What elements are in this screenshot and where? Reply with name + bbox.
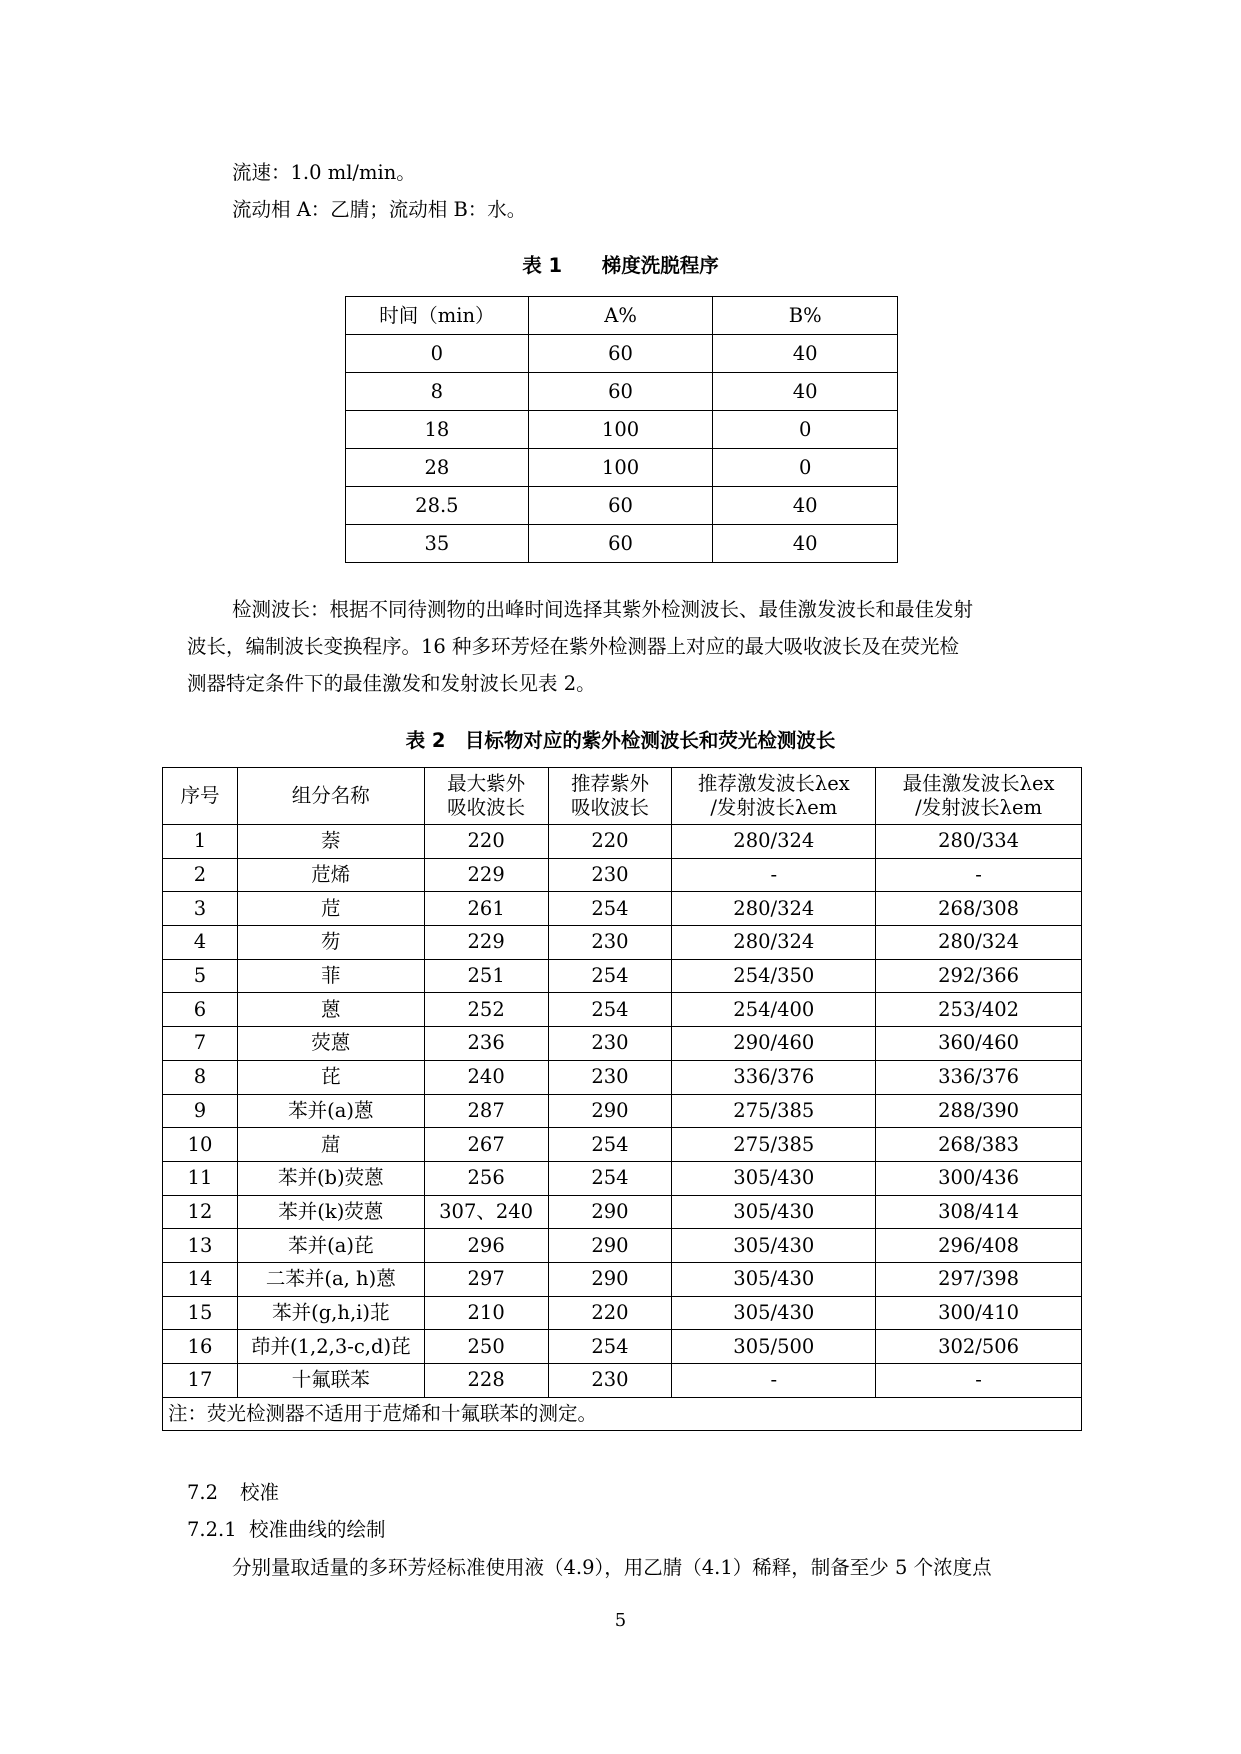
cell: 十氟联苯 bbox=[237, 1364, 424, 1398]
cell: 297 bbox=[424, 1262, 548, 1296]
table-row bbox=[163, 1094, 1082, 1128]
detection-paragraph-line2: 波长，编制波长变换程序。16 种多环芳烃在紫外检测器上对应的最大吸收波长及在荧光检 bbox=[187, 635, 960, 658]
cell: 苊 bbox=[237, 892, 424, 926]
table-row bbox=[346, 373, 898, 411]
table1-caption-number: 表 1 bbox=[522, 254, 563, 277]
cell: 6 bbox=[163, 993, 238, 1027]
cell: 17 bbox=[163, 1364, 238, 1398]
header-rec-fl-line2: /发射波长λem bbox=[710, 796, 838, 819]
cell: 296 bbox=[424, 1229, 548, 1263]
header-name: 组分名称 bbox=[237, 768, 424, 825]
cell: 254 bbox=[548, 1161, 672, 1195]
cell: 305/500 bbox=[672, 1330, 876, 1364]
cell: 苯并(g,h,i)苝 bbox=[237, 1296, 424, 1330]
table-row bbox=[163, 858, 1082, 892]
cell: 60 bbox=[528, 373, 713, 411]
cell: 287 bbox=[424, 1094, 548, 1128]
cell: 252 bbox=[424, 993, 548, 1027]
cell: 7 bbox=[163, 1027, 238, 1061]
cell: 253/402 bbox=[876, 993, 1082, 1027]
cell: 280/324 bbox=[672, 926, 876, 960]
cell: 261 bbox=[424, 892, 548, 926]
table-header-row bbox=[163, 768, 1082, 825]
cell: 2 bbox=[163, 858, 238, 892]
cell: 1 bbox=[163, 825, 238, 859]
header-best-fl bbox=[876, 768, 1082, 825]
cell: 300/436 bbox=[876, 1161, 1082, 1195]
cell: 蒽 bbox=[237, 993, 424, 1027]
cell: 芘 bbox=[237, 1060, 424, 1094]
cell: 305/430 bbox=[672, 1296, 876, 1330]
header-rec-uv bbox=[548, 768, 672, 825]
cell: 251 bbox=[424, 959, 548, 993]
table-row bbox=[163, 1229, 1082, 1263]
header-rec-uv-line2: 吸收波长 bbox=[570, 796, 649, 819]
cell: - bbox=[672, 1364, 876, 1398]
header-best-fl-line1: 最佳激发波长λex bbox=[902, 772, 1055, 795]
cell: 二苯并(a, h)蒽 bbox=[237, 1262, 424, 1296]
cell: 236 bbox=[424, 1027, 548, 1061]
cell: 280/324 bbox=[672, 825, 876, 859]
cell: 275/385 bbox=[672, 1094, 876, 1128]
cell: 220 bbox=[424, 825, 548, 859]
header-max-uv-line2: 吸收波长 bbox=[447, 796, 526, 819]
cell: 240 bbox=[424, 1060, 548, 1094]
cell: 267 bbox=[424, 1128, 548, 1162]
table-row bbox=[346, 449, 898, 487]
table-row bbox=[346, 335, 898, 373]
cell: 220 bbox=[548, 825, 672, 859]
table-row bbox=[346, 525, 898, 563]
body-paragraph: 分别量取适量的多环芳烃标准使用液（4.9），用乙腈（4.1）稀释，制备至少 5 个浓度点 bbox=[232, 1556, 992, 1579]
flow-rate-line: 流速：1.0 ml/min。 bbox=[232, 161, 416, 184]
table-row bbox=[163, 1296, 1082, 1330]
cell: 256 bbox=[424, 1161, 548, 1195]
cell: 302/506 bbox=[876, 1330, 1082, 1364]
header-best-fl-line2: /发射波长λem bbox=[915, 796, 1043, 819]
cell: 229 bbox=[424, 858, 548, 892]
cell: 40 bbox=[713, 487, 898, 525]
cell: 萘 bbox=[237, 825, 424, 859]
cell: 菲 bbox=[237, 959, 424, 993]
cell: 8 bbox=[163, 1060, 238, 1094]
mobile-phase-line: 流动相 A：乙腈；流动相 B：水。 bbox=[232, 198, 527, 221]
cell: 芴 bbox=[237, 926, 424, 960]
cell: 8 bbox=[346, 373, 529, 411]
table-row bbox=[163, 1060, 1082, 1094]
table-row bbox=[163, 892, 1082, 926]
cell: 10 bbox=[163, 1128, 238, 1162]
cell: 290 bbox=[548, 1262, 672, 1296]
detection-paragraph-line1: 检测波长：根据不同待测物的出峰时间选择其紫外检测波长、最佳激发波长和最佳发射 bbox=[232, 598, 974, 621]
table-row bbox=[163, 1364, 1082, 1398]
cell: 5 bbox=[163, 959, 238, 993]
header-a-percent: A% bbox=[528, 297, 713, 335]
detection-paragraph-line3: 测器特定条件下的最佳激发和发射波长见表 2。 bbox=[187, 672, 596, 695]
cell: 250 bbox=[424, 1330, 548, 1364]
table-row bbox=[163, 825, 1082, 859]
table-note-row bbox=[163, 1397, 1082, 1431]
cell: 0 bbox=[713, 449, 898, 487]
table2-caption: 表 2 目标物对应的紫外检测波长和荧光检测波长 bbox=[405, 729, 836, 752]
table-row bbox=[163, 993, 1082, 1027]
cell: 305/430 bbox=[672, 1262, 876, 1296]
table-row bbox=[163, 959, 1082, 993]
cell: 228 bbox=[424, 1364, 548, 1398]
table-row bbox=[163, 1195, 1082, 1229]
table1-caption-title: 梯度洗脱程序 bbox=[601, 254, 719, 277]
cell: 268/383 bbox=[876, 1128, 1082, 1162]
section-title: 校准 bbox=[240, 1481, 280, 1504]
cell: 280/334 bbox=[876, 825, 1082, 859]
cell: 305/430 bbox=[672, 1229, 876, 1263]
header-time: 时间（min） bbox=[346, 297, 529, 335]
cell: 0 bbox=[346, 335, 529, 373]
cell: 280/324 bbox=[672, 892, 876, 926]
cell: 336/376 bbox=[672, 1060, 876, 1094]
cell: 230 bbox=[548, 1364, 672, 1398]
table-row bbox=[163, 1330, 1082, 1364]
section-number: 7.2 bbox=[187, 1481, 219, 1504]
cell: 苯并(a)芘 bbox=[237, 1229, 424, 1263]
cell: 254 bbox=[548, 1128, 672, 1162]
cell: 60 bbox=[528, 335, 713, 373]
cell: 䓛 bbox=[237, 1128, 424, 1162]
cell: 16 bbox=[163, 1330, 238, 1364]
cell: 9 bbox=[163, 1094, 238, 1128]
table-row bbox=[346, 411, 898, 449]
header-b-percent: B% bbox=[713, 297, 898, 335]
table-row bbox=[163, 1161, 1082, 1195]
table-row bbox=[346, 487, 898, 525]
cell: 12 bbox=[163, 1195, 238, 1229]
cell: 100 bbox=[528, 449, 713, 487]
cell: 4 bbox=[163, 926, 238, 960]
cell: 13 bbox=[163, 1229, 238, 1263]
cell: 254 bbox=[548, 993, 672, 1027]
header-rec-fl-line1: 推荐激发波长λex bbox=[697, 772, 850, 795]
table-row bbox=[163, 1128, 1082, 1162]
cell: 292/366 bbox=[876, 959, 1082, 993]
cell: 290/460 bbox=[672, 1027, 876, 1061]
cell: 305/430 bbox=[672, 1195, 876, 1229]
cell: 280/324 bbox=[876, 926, 1082, 960]
cell: 苊烯 bbox=[237, 858, 424, 892]
cell: 360/460 bbox=[876, 1027, 1082, 1061]
cell: 254/400 bbox=[672, 993, 876, 1027]
cell: 荧蒽 bbox=[237, 1027, 424, 1061]
page-number: 5 bbox=[614, 1610, 627, 1631]
cell: - bbox=[876, 1364, 1082, 1398]
table1-caption bbox=[0, 250, 1241, 278]
cell: 290 bbox=[548, 1229, 672, 1263]
gradient-table bbox=[345, 296, 898, 563]
cell: 40 bbox=[713, 335, 898, 373]
cell: 0 bbox=[713, 411, 898, 449]
section-heading bbox=[187, 1480, 279, 1506]
cell: 苯并(k)荧蒽 bbox=[237, 1195, 424, 1229]
cell: 28.5 bbox=[346, 487, 529, 525]
cell: 40 bbox=[713, 525, 898, 563]
cell: 229 bbox=[424, 926, 548, 960]
cell: 18 bbox=[346, 411, 529, 449]
table-note: 注：荧光检测器不适用于苊烯和十氟联苯的测定。 bbox=[163, 1397, 1082, 1431]
cell: 苯并(a)蒽 bbox=[237, 1094, 424, 1128]
cell: 苯并(b)荧蒽 bbox=[237, 1161, 424, 1195]
cell: - bbox=[876, 858, 1082, 892]
cell: 230 bbox=[548, 1060, 672, 1094]
header-rec-uv-line1: 推荐紫外 bbox=[570, 772, 649, 795]
cell: 290 bbox=[548, 1195, 672, 1229]
header-seq: 序号 bbox=[163, 768, 238, 825]
cell: 305/430 bbox=[672, 1161, 876, 1195]
cell: 60 bbox=[528, 487, 713, 525]
cell: - bbox=[672, 858, 876, 892]
header-rec-fl bbox=[672, 768, 876, 825]
cell: 307、240 bbox=[424, 1195, 548, 1229]
table-header-row bbox=[346, 297, 898, 335]
cell: 100 bbox=[528, 411, 713, 449]
cell: 290 bbox=[548, 1094, 672, 1128]
cell: 275/385 bbox=[672, 1128, 876, 1162]
cell: 茚并(1,2,3-c,d)芘 bbox=[237, 1330, 424, 1364]
cell: 254 bbox=[548, 892, 672, 926]
cell: 60 bbox=[528, 525, 713, 563]
cell: 297/398 bbox=[876, 1262, 1082, 1296]
cell: 300/410 bbox=[876, 1296, 1082, 1330]
table-row bbox=[163, 1262, 1082, 1296]
header-max-uv-line1: 最大紫外 bbox=[447, 772, 526, 795]
cell: 254 bbox=[548, 1330, 672, 1364]
cell: 210 bbox=[424, 1296, 548, 1330]
cell: 308/414 bbox=[876, 1195, 1082, 1229]
cell: 40 bbox=[713, 373, 898, 411]
wavelength-table bbox=[162, 767, 1082, 1431]
cell: 15 bbox=[163, 1296, 238, 1330]
cell: 28 bbox=[346, 449, 529, 487]
cell: 230 bbox=[548, 1027, 672, 1061]
cell: 288/390 bbox=[876, 1094, 1082, 1128]
table-row bbox=[163, 1027, 1082, 1061]
cell: 3 bbox=[163, 892, 238, 926]
table-row bbox=[163, 926, 1082, 960]
cell: 11 bbox=[163, 1161, 238, 1195]
cell: 230 bbox=[548, 926, 672, 960]
header-max-uv bbox=[424, 768, 548, 825]
cell: 336/376 bbox=[876, 1060, 1082, 1094]
cell: 14 bbox=[163, 1262, 238, 1296]
cell: 254/350 bbox=[672, 959, 876, 993]
cell: 230 bbox=[548, 858, 672, 892]
cell: 35 bbox=[346, 525, 529, 563]
cell: 268/308 bbox=[876, 892, 1082, 926]
subsection-heading: 7.2.1 校准曲线的绘制 bbox=[187, 1518, 386, 1541]
cell: 296/408 bbox=[876, 1229, 1082, 1263]
cell: 254 bbox=[548, 959, 672, 993]
cell: 220 bbox=[548, 1296, 672, 1330]
